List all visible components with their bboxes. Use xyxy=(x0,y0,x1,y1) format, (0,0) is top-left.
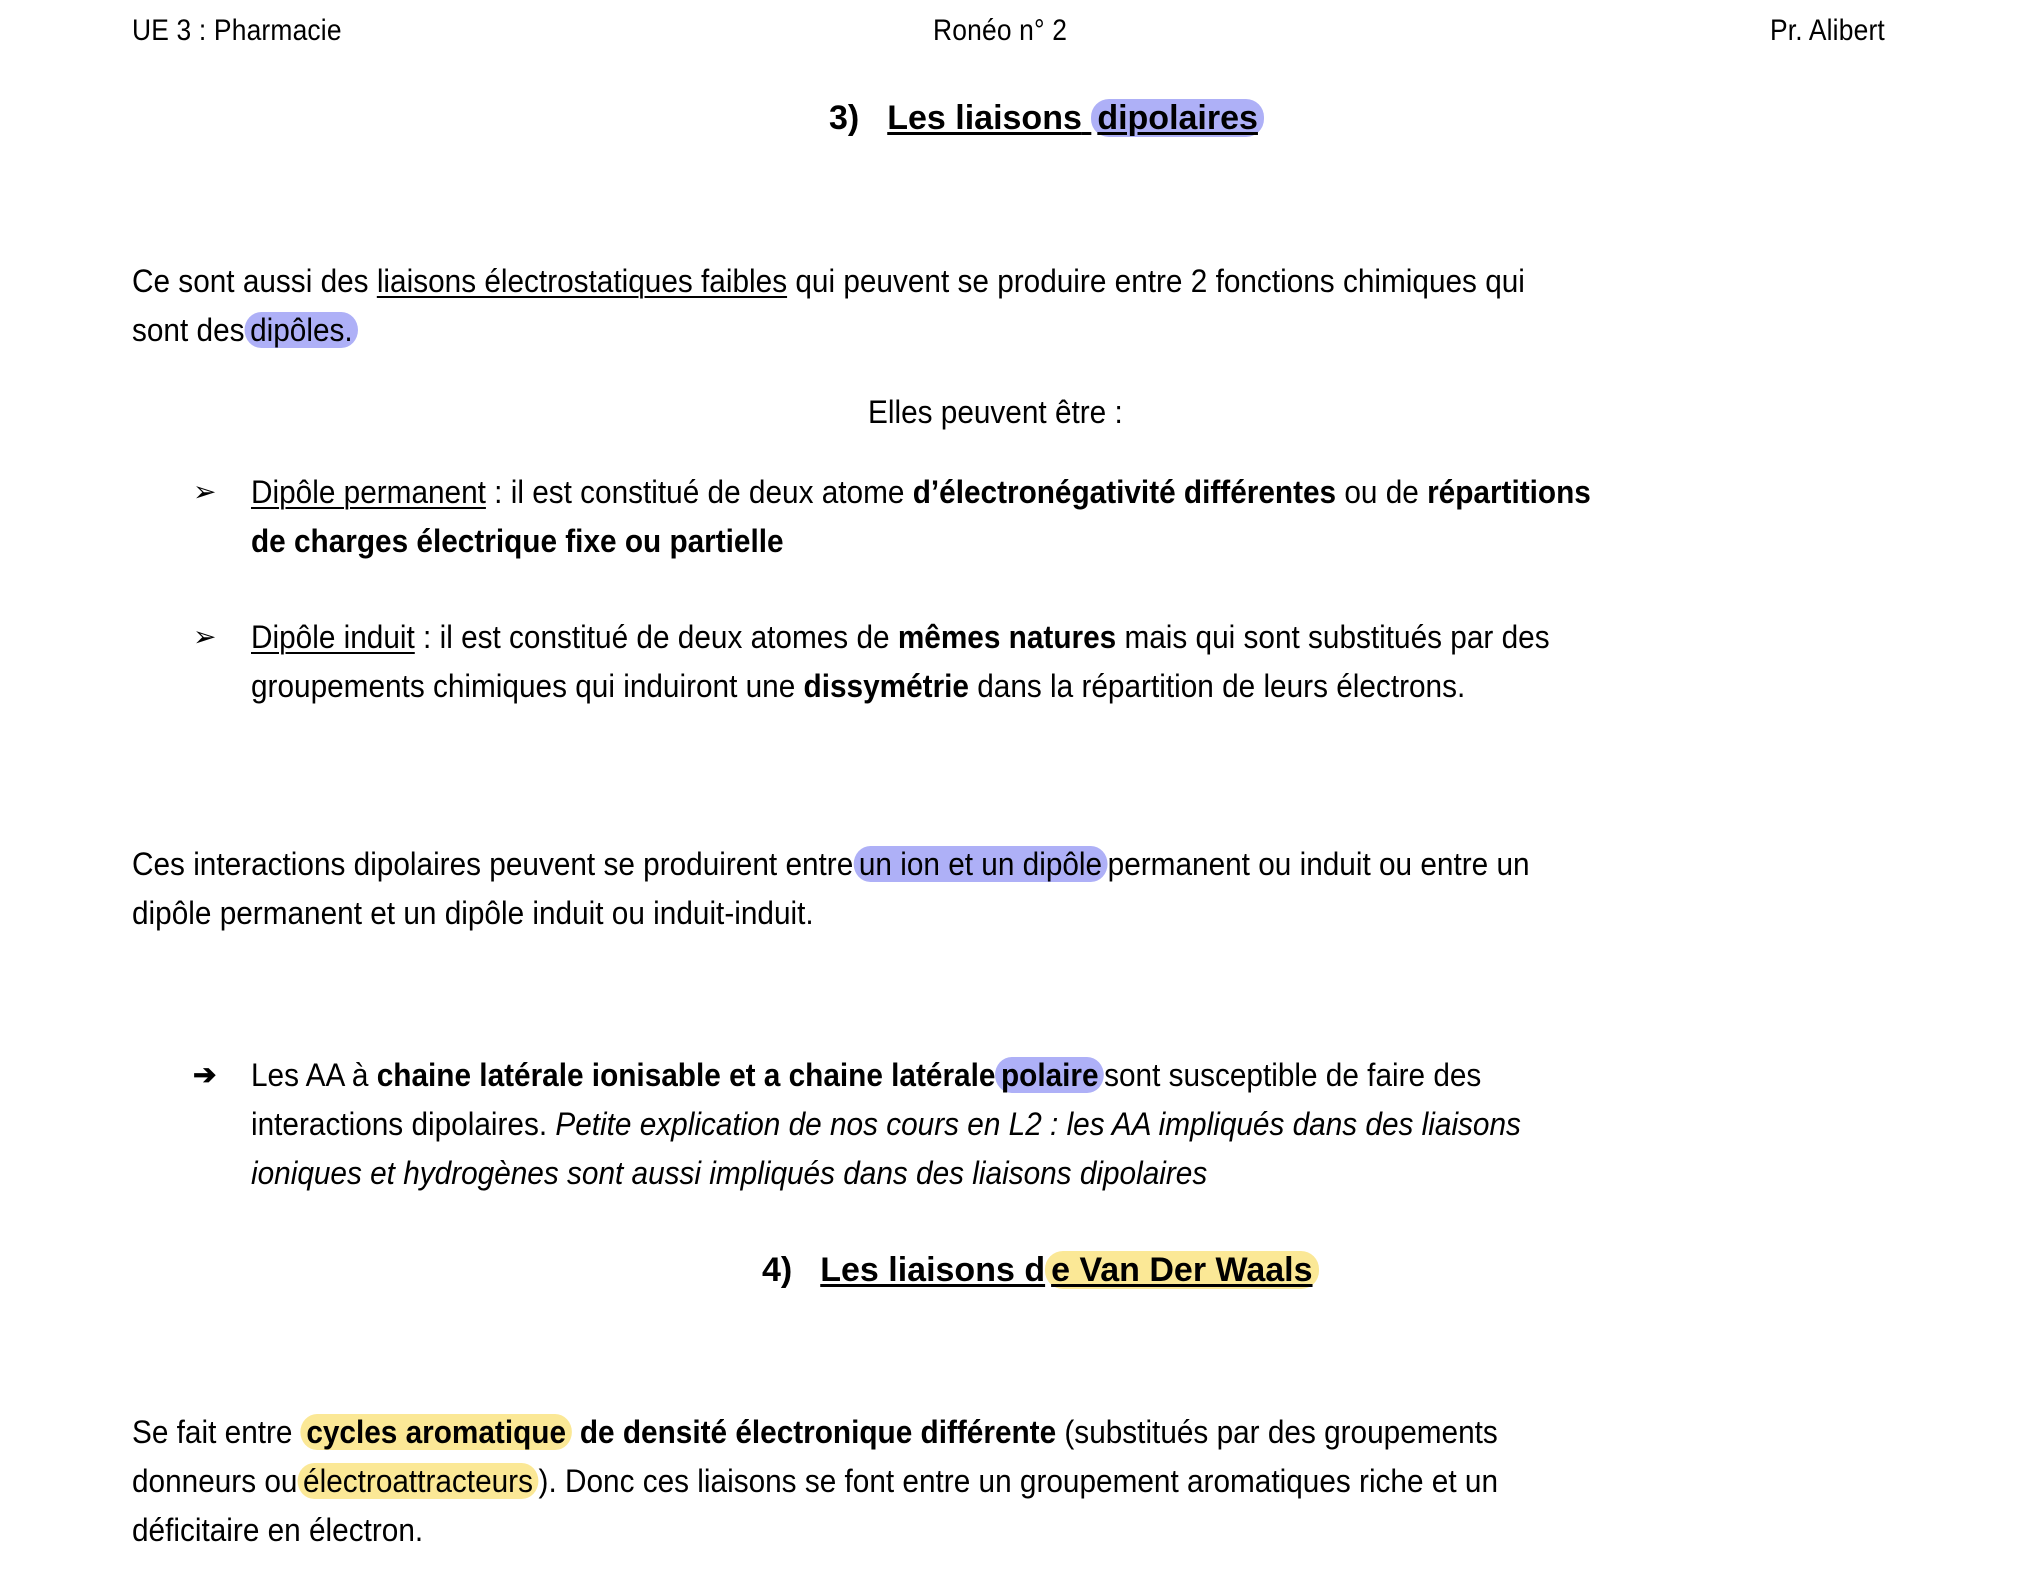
highlight-electroattracteurs: électroattracteurs xyxy=(297,1463,538,1499)
bullet1-line1 xyxy=(251,472,1591,512)
text: Ce sont aussi des xyxy=(132,263,377,299)
header-roneo-number: Ronéo n° 2 xyxy=(933,14,1068,47)
text: : il est constitué de deux atomes de xyxy=(414,619,898,655)
highlight-dipoles: dipôles. xyxy=(245,312,359,348)
text: Se fait entre xyxy=(132,1414,301,1450)
section-4-heading xyxy=(762,1250,1319,1290)
para3-line2 xyxy=(132,1461,1498,1501)
bold-text: chaine latérale ionisable et a chaine latérale xyxy=(376,1057,996,1093)
text: donneurs ou xyxy=(132,1463,298,1499)
text: groupements chimiques qui induiront une xyxy=(251,668,804,704)
right-arrow-icon: ➔ xyxy=(193,1059,217,1090)
intro-line: Elles peuvent être : xyxy=(868,394,1123,430)
bold-text: de densité électronique différente xyxy=(571,1414,1057,1450)
header-course: UE 3 : Pharmacie xyxy=(132,14,342,47)
text: Ces interactions dipolaires peuvent se produirent entre xyxy=(132,846,854,882)
highlight-dipolaires: dipolaires xyxy=(1091,99,1264,137)
section-4-title xyxy=(820,1251,1318,1289)
section-3-number: 3) xyxy=(829,99,860,137)
para1-line2 xyxy=(132,310,358,350)
bold-text: de charges électrique fixe ou partielle xyxy=(251,523,784,559)
text: interactions dipolaires. xyxy=(251,1106,556,1142)
para2-line2: dipôle permanent et un dipôle induit ou induit-induit. xyxy=(132,895,814,931)
section-3-heading xyxy=(829,98,1264,138)
arrowhead-bullet-icon: ➢ xyxy=(193,621,217,652)
text: Les AA à xyxy=(251,1057,377,1093)
highlight-polaire: polaire xyxy=(995,1057,1104,1093)
para3-line1 xyxy=(132,1412,1498,1452)
bullet1-line2 xyxy=(251,521,784,561)
term-dipole-permanent: Dipôle permanent xyxy=(251,474,486,510)
header-professor: Pr. Alibert xyxy=(1770,14,1885,47)
arrowhead-bullet-icon: ➢ xyxy=(193,476,217,507)
section-4-number: 4) xyxy=(762,1251,793,1289)
arrow-note-line2 xyxy=(251,1104,1521,1144)
text: ou de xyxy=(1336,474,1428,510)
bullet2-line1 xyxy=(251,617,1550,657)
section-4-title-text: Les liaisons d xyxy=(820,1251,1046,1289)
text: qui peuvent se produire entre 2 fonctions chimiques qui xyxy=(787,263,1525,299)
arrow-note-line3 xyxy=(251,1153,1207,1193)
para2-line1 xyxy=(132,844,1530,884)
term-dipole-induit: Dipôle induit xyxy=(251,619,415,655)
underlined-term: liaisons électrostatiques faibles xyxy=(376,263,788,299)
para1-line1 xyxy=(132,261,1525,301)
text: sont des xyxy=(132,312,245,348)
text: dans la répartition de leurs électrons. xyxy=(968,668,1466,704)
highlight-cycles-aromatique: cycles aromatique xyxy=(301,1414,572,1450)
highlight-van-der-waals: e Van Der Waals xyxy=(1045,1251,1318,1289)
text: ). Donc ces liaisons se font entre un groupement aromatiques riche et un xyxy=(538,1463,1498,1499)
text: mais qui sont substitués par des xyxy=(1116,619,1550,655)
text: sont susceptible de faire des xyxy=(1104,1057,1482,1093)
bold-text: dissymétrie xyxy=(803,668,969,704)
text: : il est constitué de deux atome xyxy=(485,474,913,510)
section-3-title-text: Les liaisons xyxy=(887,99,1082,137)
bullet2-line2 xyxy=(251,666,1465,706)
italic-text: Petite explication de nos cours en L2 : les AA impliqués dans des liaisons xyxy=(555,1106,1521,1142)
section-3-title xyxy=(887,99,1264,137)
text: permanent ou induit ou entre un xyxy=(1107,846,1530,882)
text: (substitués par des groupements xyxy=(1056,1414,1498,1450)
highlight-ion-dipole: un ion et un dipôle xyxy=(853,846,1107,882)
arrow-note-line1 xyxy=(251,1055,1481,1095)
para3-line3: déficitaire en électron. xyxy=(132,1512,424,1548)
bold-text: d’électronégativité différentes xyxy=(912,474,1337,510)
bold-text: mêmes natures xyxy=(897,619,1117,655)
bold-text: répartitions xyxy=(1427,474,1591,510)
italic-text: ioniques et hydrogènes sont aussi impliqués dans des liaisons dipolaires xyxy=(251,1155,1208,1191)
